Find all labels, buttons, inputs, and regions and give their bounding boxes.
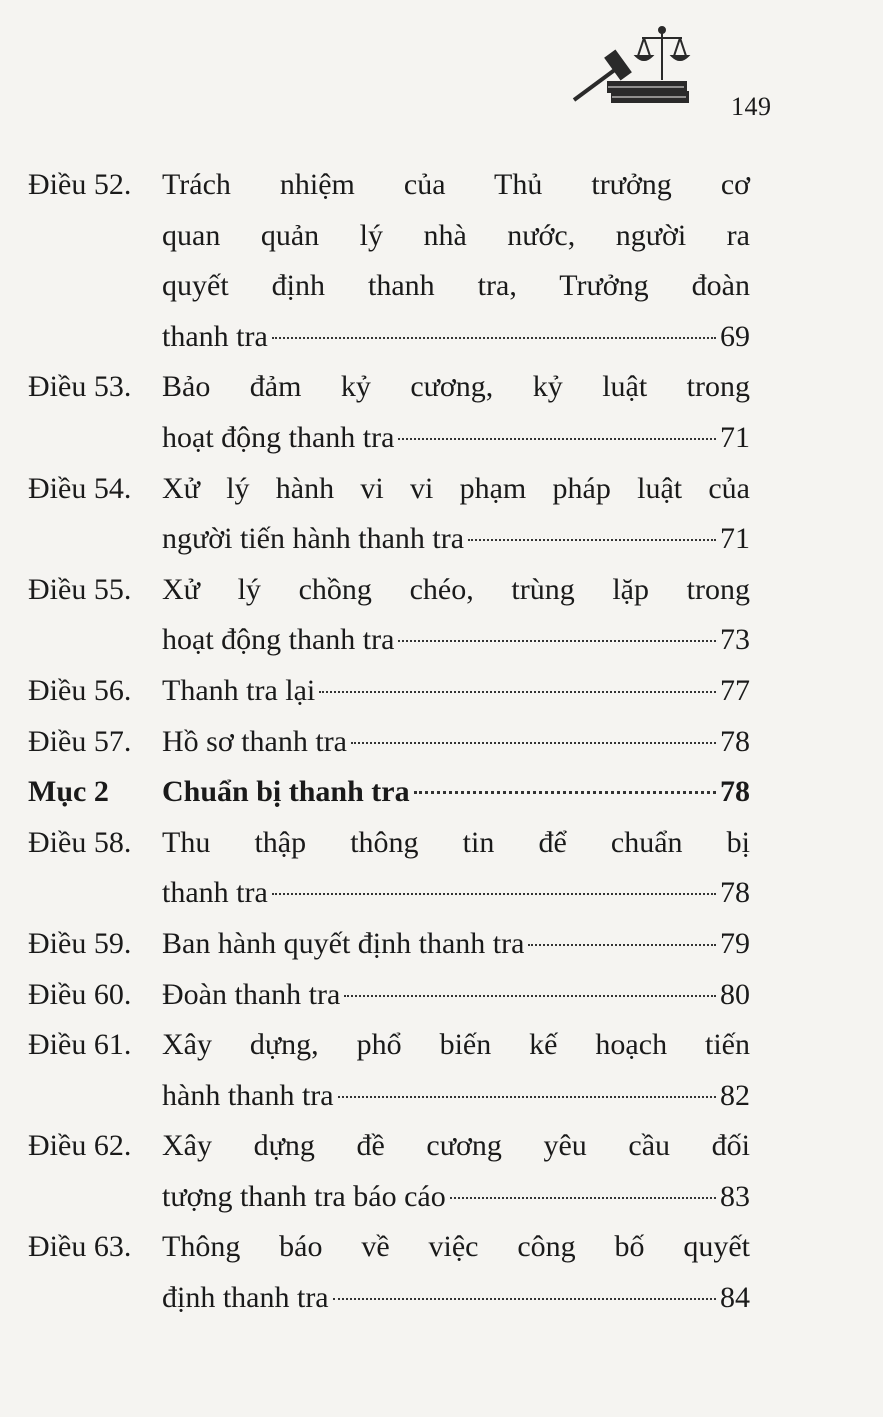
entry-title-last-line: thanh tra: [162, 319, 268, 353]
entry-leader-line: [162, 767, 750, 818]
toc-entry: [28, 362, 788, 463]
entry-title-last-line: Hồ sơ thanh tra: [162, 724, 347, 758]
toc-entry: [28, 565, 788, 666]
scales-gavel-book-icon: [568, 22, 728, 112]
entry-title: [162, 464, 750, 565]
entry-label: Điều 60.: [28, 977, 132, 1011]
toc-entry: [28, 666, 788, 717]
entry-title: [162, 767, 750, 818]
entry-leader-line: [162, 868, 750, 919]
entry-title-last-line: người tiến hành thanh tra: [162, 522, 465, 556]
entry-title-last-line: định thanh tra: [162, 1281, 329, 1315]
toc-entry: [28, 1020, 788, 1121]
entry-title-last-line: Ban hành quyết định thanh tra: [162, 926, 525, 960]
entry-page-number: 83: [720, 1179, 750, 1213]
dot-leader: [338, 1096, 716, 1098]
entry-label: Điều 57.: [28, 724, 132, 758]
toc-entry: [28, 464, 788, 565]
entry-page-number: 82: [720, 1078, 750, 1112]
toc-entry: [28, 970, 788, 1021]
toc-entry: [28, 767, 788, 818]
entry-title: [162, 818, 750, 919]
entry-leader-line: [162, 514, 750, 565]
entry-page-number: 78: [720, 775, 750, 809]
entry-title-last-line: hoạt động thanh tra: [162, 623, 395, 657]
entry-title-last-line: Đoàn thanh tra: [162, 977, 341, 1011]
entry-page-number: 84: [720, 1281, 750, 1315]
entry-leader-line: [162, 1273, 750, 1324]
entry-label: Điều 56.: [28, 673, 132, 707]
page-header: [0, 22, 883, 121]
toc-entry: [28, 1222, 788, 1323]
toc-entry: [28, 717, 788, 768]
dot-leader: [414, 791, 716, 794]
dot-leader: [398, 640, 716, 642]
entry-leader-line: [162, 970, 750, 1021]
entry-title: [162, 919, 750, 970]
dot-leader: [272, 893, 716, 895]
entry-title-line: Xây dựng đề cương yêu cầu đối: [162, 1129, 750, 1163]
entry-page-number: 71: [720, 522, 750, 556]
page-number: 149: [731, 92, 772, 121]
entry-title-line: Bảo đảm kỷ cương, kỷ luật trong: [162, 370, 750, 404]
entry-leader-line: [162, 919, 750, 970]
entry-label: Điều 54.: [28, 471, 132, 505]
entry-label: Điều 62.: [28, 1129, 132, 1163]
entry-title-last-line: thanh tra: [162, 876, 268, 910]
toc-entry: [28, 160, 788, 362]
entry-label: Điều 61.: [28, 1028, 132, 1062]
entry-title: [162, 970, 750, 1021]
entry-page-number: 71: [720, 420, 750, 454]
entry-title: [162, 565, 750, 666]
entry-leader-line: [162, 1172, 750, 1223]
entry-title: [162, 1020, 750, 1121]
toc-entry: [28, 818, 788, 919]
dot-leader: [272, 337, 716, 339]
entry-label: Điều 52.: [28, 168, 132, 201]
entry-page-number: 78: [720, 724, 750, 758]
entry-title-line: quyết định thanh tra, Trưởng đoàn: [162, 269, 750, 303]
entry-label: Điều 55.: [28, 572, 132, 606]
entry-leader-line: [162, 615, 750, 666]
entry-leader-line: [162, 666, 750, 717]
toc-entry: [28, 1121, 788, 1222]
entry-title: [162, 717, 750, 768]
entry-title-line: Xử lý hành vi vi phạm pháp luật của: [162, 471, 750, 505]
entry-label: Điều 63.: [28, 1230, 132, 1264]
entry-leader-line: [162, 717, 750, 768]
entry-title: [162, 1121, 750, 1222]
entry-label: Điều 53.: [28, 370, 132, 404]
entry-leader-line: [162, 1071, 750, 1122]
toc-entry: [28, 919, 788, 970]
dot-leader: [528, 944, 716, 946]
entry-leader-line: [162, 312, 750, 363]
entry-title-line: Thu thập thông tin để chuẩn bị: [162, 825, 750, 859]
entry-title-line: Thông báo về việc công bố quyết: [162, 1230, 750, 1264]
entry-title-line: quan quản lý nhà nước, người ra: [162, 218, 750, 252]
entry-title-last-line: hành thanh tra: [162, 1078, 334, 1112]
entry-label: Điều 58.: [28, 825, 132, 859]
entry-leader-line: [162, 413, 750, 464]
entry-page-number: 79: [720, 926, 750, 960]
dot-leader: [351, 742, 716, 744]
entry-page-number: 80: [720, 977, 750, 1011]
entry-title-line: Trách nhiệm của Thủ trưởng cơ: [162, 168, 750, 201]
entry-title-line: Xử lý chồng chéo, trùng lặp trong: [162, 572, 750, 606]
entry-title-last-line: hoạt động thanh tra: [162, 420, 395, 454]
dot-leader: [450, 1197, 716, 1199]
dot-leader: [344, 995, 716, 997]
entry-title: [162, 666, 750, 717]
entry-title: [162, 362, 750, 463]
dot-leader: [319, 691, 716, 693]
dot-leader: [468, 539, 716, 541]
entry-page-number: 77: [720, 673, 750, 707]
entry-title-last-line: tượng thanh tra báo cáo: [162, 1179, 446, 1213]
entry-label: Mục 2: [28, 775, 109, 809]
entry-title: [162, 160, 750, 362]
entry-title-last-line: Chuẩn bị thanh tra: [162, 775, 410, 809]
entry-title: [162, 1222, 750, 1323]
entry-page-number: 78: [720, 876, 750, 910]
entry-page-number: 73: [720, 623, 750, 657]
table-of-contents: [28, 160, 788, 1324]
entry-label: Điều 59.: [28, 926, 132, 960]
dot-leader: [333, 1298, 716, 1300]
dot-leader: [398, 438, 716, 440]
entry-title-last-line: Thanh tra lại: [162, 673, 316, 707]
entry-page-number: 69: [720, 319, 750, 353]
entry-title-line: Xây dựng, phổ biến kế hoạch tiến: [162, 1028, 750, 1062]
